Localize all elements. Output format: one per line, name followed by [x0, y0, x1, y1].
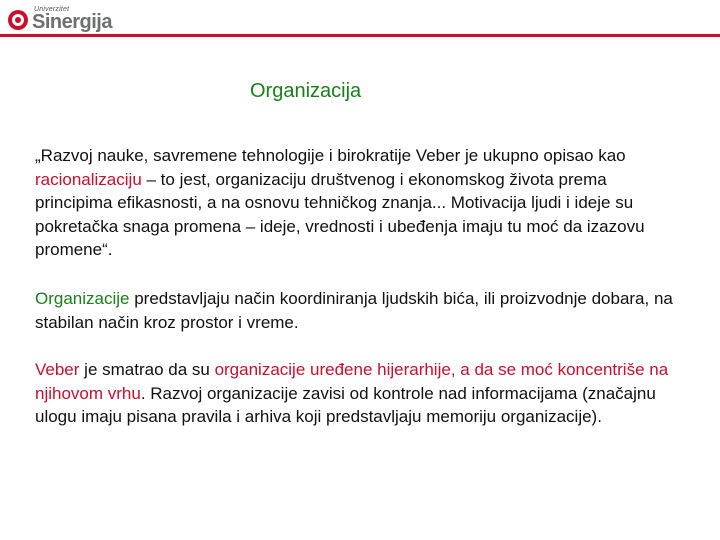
logo-subtitle: Univerzitet: [34, 6, 70, 13]
organizacije-highlight: Organizacije: [35, 289, 130, 308]
paragraph-quote: [35, 144, 685, 262]
paragraph-definition: [35, 287, 685, 334]
paragraph-quote-text-b: – to jest, organizaciju društvenog i ekonomskog života prema principima efikasnosti, a na osnovu tehničkog znanja... Motivacija ljudi i ideje su pokretačka snaga promena – ideje, vrednosti i ubeđenja imaju tu moć da izazovu promene“.: [35, 169, 645, 259]
slide-header: [0, 0, 720, 40]
paragraph-hierarchy-mid: je smatrao da su: [79, 360, 215, 379]
hierarchy-highlight: organizacije uređene hijerarhije, a da se moć koncentriše na njihovom vrhu: [35, 360, 669, 403]
header-divider: [0, 34, 720, 37]
veber-name: Veber: [35, 360, 80, 379]
slide-title: Organizacija: [250, 80, 362, 102]
logo-name: Sinergija: [32, 11, 112, 33]
paragraph-hierarchy: [35, 358, 685, 429]
paragraph-quote-text-a: „Razvoj nauke, savremene tehnologije i birokratije Veber je ukupno opisao kao: [35, 146, 626, 165]
sinergija-logo-icon: [6, 8, 30, 32]
paragraph-definition-text: predstavljaju način koordiniranja ljudskih bića, ili proizvodnje dobara, na stabilan način kroz prostor i vreme.: [35, 289, 673, 332]
paragraph-hierarchy-text: . Razvoj organizacije zavisi od kontrole nad informacijama (značajnu ulogu imaju pisana pravila i arhiva koji predstavljaju memoriju organizacije).: [35, 383, 656, 426]
university-logo: [6, 6, 112, 34]
racionalizacija-highlight: racionalizaciju: [35, 169, 142, 189]
